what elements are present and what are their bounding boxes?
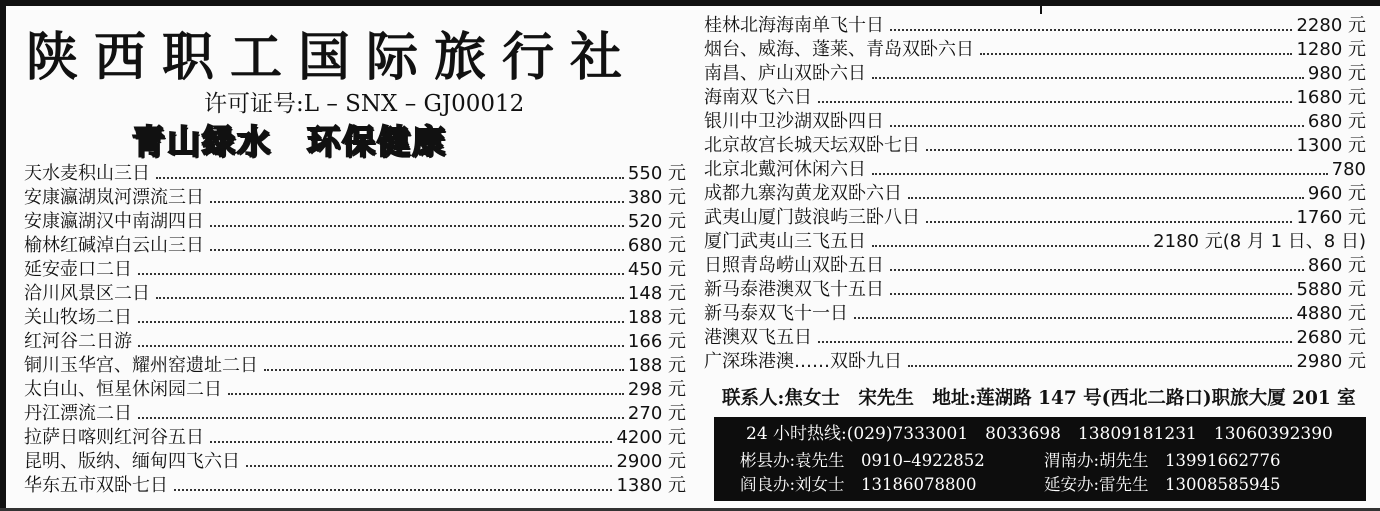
- tour-list-right: [704, 14, 1366, 374]
- office-binxian: 彬县办:袁先生 0910–4922852: [740, 451, 985, 470]
- tour-row: [24, 282, 686, 306]
- leader-dots: [138, 344, 624, 347]
- tour-destination: 太白山、恒星休闲园二日: [24, 379, 222, 400]
- tour-price: 380 元: [627, 187, 686, 208]
- tour-row: [704, 38, 1366, 62]
- leader-dots: [246, 464, 612, 467]
- leader-dots: [908, 364, 1292, 367]
- tour-destination: 红河谷二日游: [24, 331, 132, 352]
- tour-price: 148 元: [627, 283, 686, 304]
- tour-price: 2980 元: [1296, 351, 1366, 372]
- right-column: [704, 14, 1372, 507]
- tour-row: [704, 206, 1366, 230]
- tour-row: [24, 330, 686, 354]
- top-border: [0, 0, 1380, 6]
- contact-info: 联系人:焦女士 宋先生 地址:莲湖路 147 号(西北二路口)职旅大厦 201 室: [722, 388, 1356, 409]
- tour-row: [24, 234, 686, 258]
- tour-row: [704, 230, 1366, 254]
- tour-row: [704, 110, 1366, 134]
- leader-dots: [138, 272, 624, 275]
- tour-destination: 榆林红碱淖白云山三日: [24, 235, 204, 256]
- tour-destination: 昆明、版纳、缅甸四飞六日: [24, 451, 240, 472]
- leader-dots: [818, 340, 1292, 343]
- tour-price: 2900 元: [616, 451, 686, 472]
- hotline-numbers: 24 小时热线:(029)7333001 8033698 13809181231 13060392390: [746, 424, 1333, 444]
- tour-destination: 天水麦积山三日: [24, 163, 150, 184]
- tour-row: [24, 162, 686, 186]
- tour-price: 2280 元: [1296, 15, 1366, 36]
- tour-destination: 拉萨日喀则红河谷五日: [24, 427, 204, 448]
- tour-price: 270 元: [627, 403, 686, 424]
- tour-destination: 华东五市双卧七日: [24, 475, 168, 496]
- leader-dots: [872, 76, 1304, 79]
- left-border: [0, 0, 6, 511]
- tour-price: 5880 元: [1296, 279, 1366, 300]
- leader-dots: [210, 440, 612, 443]
- tour-row: [704, 350, 1366, 374]
- leader-dots: [872, 244, 1149, 247]
- tour-row: [704, 302, 1366, 326]
- tour-row: [24, 306, 686, 330]
- license-number: 许可证号:L – SNX – GJ00012: [204, 91, 525, 117]
- tour-destination: 北京北戴河休闲六日: [704, 159, 866, 180]
- tour-price: 4200 元: [616, 427, 686, 448]
- tour-destination: 延安壶口二日: [24, 259, 132, 280]
- tour-row: [24, 378, 686, 402]
- leader-dots: [210, 224, 624, 227]
- tour-row: [704, 86, 1366, 110]
- leader-dots: [156, 176, 624, 179]
- leader-dots: [890, 268, 1304, 271]
- tour-row: [704, 182, 1366, 206]
- leader-dots: [138, 320, 624, 323]
- tour-row: [24, 354, 686, 378]
- tour-price: 1680 元: [1296, 87, 1366, 108]
- office-yanan: 延安办:雷先生 13008585945: [1044, 475, 1281, 494]
- tour-price: 188 元: [627, 355, 686, 376]
- tour-price: 2180 元(8 月 1 日、8 日): [1153, 231, 1366, 252]
- leader-dots: [264, 368, 624, 371]
- tour-destination: 银川中卫沙湖双卧四日: [704, 111, 884, 132]
- tour-destination: 厦门武夷山三飞五日: [704, 231, 866, 252]
- tour-row: [704, 62, 1366, 86]
- tour-price: 780: [1331, 159, 1366, 180]
- tour-price: 450 元: [627, 259, 686, 280]
- leader-dots: [854, 316, 1292, 319]
- tour-price: 298 元: [627, 379, 686, 400]
- tour-price: 960 元: [1307, 183, 1366, 204]
- leader-dots: [210, 200, 624, 203]
- tour-row: [704, 278, 1366, 302]
- leader-dots: [174, 488, 612, 491]
- office-weinan: 渭南办:胡先生 13991662776: [1044, 451, 1281, 470]
- tour-price: 188 元: [627, 307, 686, 328]
- left-column: [8, 10, 694, 507]
- tour-price: 520 元: [627, 211, 686, 232]
- tour-destination: 新马泰港澳双飞十五日: [704, 279, 884, 300]
- tour-destination: 安康瀛湖岚河漂流三日: [24, 187, 204, 208]
- leader-dots: [908, 196, 1304, 199]
- tour-row: [704, 254, 1366, 278]
- tour-row: [704, 158, 1366, 182]
- tour-destination: 安康瀛湖汉中南湖四日: [24, 211, 204, 232]
- tour-destination: 海南双飞六日: [704, 87, 812, 108]
- tour-row: [24, 210, 686, 234]
- tour-destination: 武夷山厦门鼓浪屿三卧八日: [704, 207, 920, 228]
- leader-dots: [138, 416, 624, 419]
- tour-destination: 广深珠港澳……双卧九日: [704, 351, 902, 372]
- tour-destination: 新马泰双飞十一日: [704, 303, 848, 324]
- top-divider-mark: [1040, 0, 1042, 14]
- tour-row: [704, 326, 1366, 350]
- tour-destination: 铜川玉华宫、耀州窑遗址二日: [24, 355, 258, 376]
- tour-row: [24, 426, 686, 450]
- office-yanliang: 阎良办:刘女士 13186078800: [740, 475, 977, 494]
- tour-destination: 成都九寨沟黄龙双卧六日: [704, 183, 902, 204]
- leader-dots: [926, 148, 1292, 151]
- leader-dots: [156, 296, 624, 299]
- leader-dots: [890, 292, 1292, 295]
- leader-dots: [872, 172, 1328, 175]
- leader-dots: [890, 124, 1304, 127]
- tour-row: [24, 474, 686, 498]
- leader-dots: [210, 248, 624, 251]
- tour-price: 680 元: [1307, 111, 1366, 132]
- company-name: 陕西职工国际旅行社: [26, 27, 639, 88]
- tour-destination: 北京故宫长城天坛双卧七日: [704, 135, 920, 156]
- tour-price: 4880 元: [1296, 303, 1366, 324]
- tour-destination: 关山牧场二日: [24, 307, 132, 328]
- tour-destination: 洽川风景区二日: [24, 283, 150, 304]
- tour-price: 860 元: [1307, 255, 1366, 276]
- tour-price: 1760 元: [1296, 207, 1366, 228]
- tour-price: 980 元: [1307, 63, 1366, 84]
- tour-row: [24, 402, 686, 426]
- tour-destination: 烟台、威海、蓬莱、青岛双卧六日: [704, 39, 974, 60]
- tour-row: [704, 134, 1366, 158]
- tour-row: [24, 186, 686, 210]
- leader-dots: [980, 52, 1292, 55]
- tour-price: 680 元: [627, 235, 686, 256]
- leader-dots: [926, 220, 1292, 223]
- tour-row: [24, 258, 686, 282]
- tour-price: 1380 元: [616, 475, 686, 496]
- tour-price: 166 元: [627, 331, 686, 352]
- leader-dots: [890, 28, 1292, 31]
- tour-list-left: [24, 162, 686, 498]
- tour-destination: 港澳双飞五日: [704, 327, 812, 348]
- slogan: 青山绿水 环保健康: [132, 122, 447, 161]
- tour-destination: 桂林北海海南单飞十日: [704, 15, 884, 36]
- tour-price: 550 元: [627, 163, 686, 184]
- tour-price: 2680 元: [1296, 327, 1366, 348]
- hotline-box: [714, 417, 1366, 501]
- tour-destination: 南昌、庐山双卧六日: [704, 63, 866, 84]
- tour-row: [704, 14, 1366, 38]
- leader-dots: [228, 392, 624, 395]
- tour-destination: 丹江漂流二日: [24, 403, 132, 424]
- tour-price: 1300 元: [1296, 135, 1366, 156]
- tour-row: [24, 450, 686, 474]
- tour-price: 1280 元: [1296, 39, 1366, 60]
- tour-destination: 日照青岛崂山双卧五日: [704, 255, 884, 276]
- leader-dots: [818, 100, 1292, 103]
